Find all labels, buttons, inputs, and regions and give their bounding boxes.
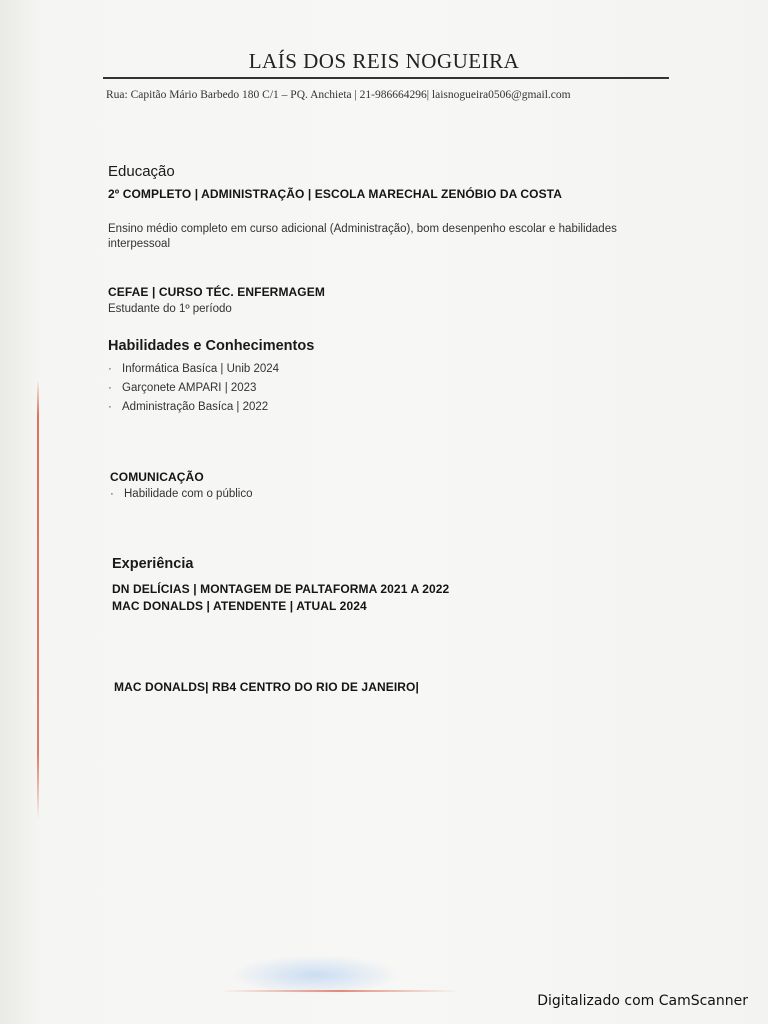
- header-divider: [103, 77, 669, 79]
- contact-line: Rua: Capitão Mário Barbedo 180 C/1 – PQ. Anchieta | 21-986664296| laisnogueira0506@gmail.com: [106, 89, 571, 101]
- course-entry-title: CEFAE | CURSO TÉC. ENFERMAGEM: [108, 285, 325, 299]
- skills-heading: Habilidades e Conhecimentos: [108, 338, 315, 354]
- scan-smudge: [230, 955, 400, 995]
- experience-line: MAC DONALDS | ATENDENTE | ATUAL 2024: [112, 599, 367, 613]
- camscanner-watermark: Digitalizado com CamScanner: [537, 993, 748, 1009]
- education-entry-title: 2º COMPLETO | ADMINISTRAÇÃO | ESCOLA MARECHAL ZENÓBIO DA COSTA: [108, 187, 562, 201]
- skills-list: [108, 360, 279, 417]
- education-heading: Educação: [108, 163, 175, 180]
- list-item: · Garçonete AMPARI | 2023: [108, 382, 257, 394]
- list-item: · Habilidade com o público: [110, 488, 253, 500]
- experience-line: DN DELÍCIAS | MONTAGEM DE PALTAFORMA 2021 A 2022: [112, 582, 450, 596]
- course-entry-description: Estudante do 1º período: [108, 303, 232, 315]
- list-item: · Administração Basíca | 2022: [108, 401, 269, 413]
- list-item: · Informática Basíca | Unib 2024: [108, 363, 280, 375]
- paper-edge-mark: [37, 380, 39, 820]
- candidate-name: LAÍS DOS REIS NOGUEIRA: [248, 49, 520, 73]
- paper-bottom-mark: [220, 990, 460, 992]
- communication-heading: COMUNICAÇÃO: [110, 470, 204, 484]
- communication-list: [110, 485, 253, 504]
- experience-location: MAC DONALDS| RB4 CENTRO DO RIO DE JANEIRO|: [114, 680, 419, 694]
- experience-heading: Experiência: [112, 556, 194, 572]
- education-entry-description: Ensino médio completo em curso adicional (Administração), bom desenpenho escolar e habilidades interpessoal: [108, 223, 617, 250]
